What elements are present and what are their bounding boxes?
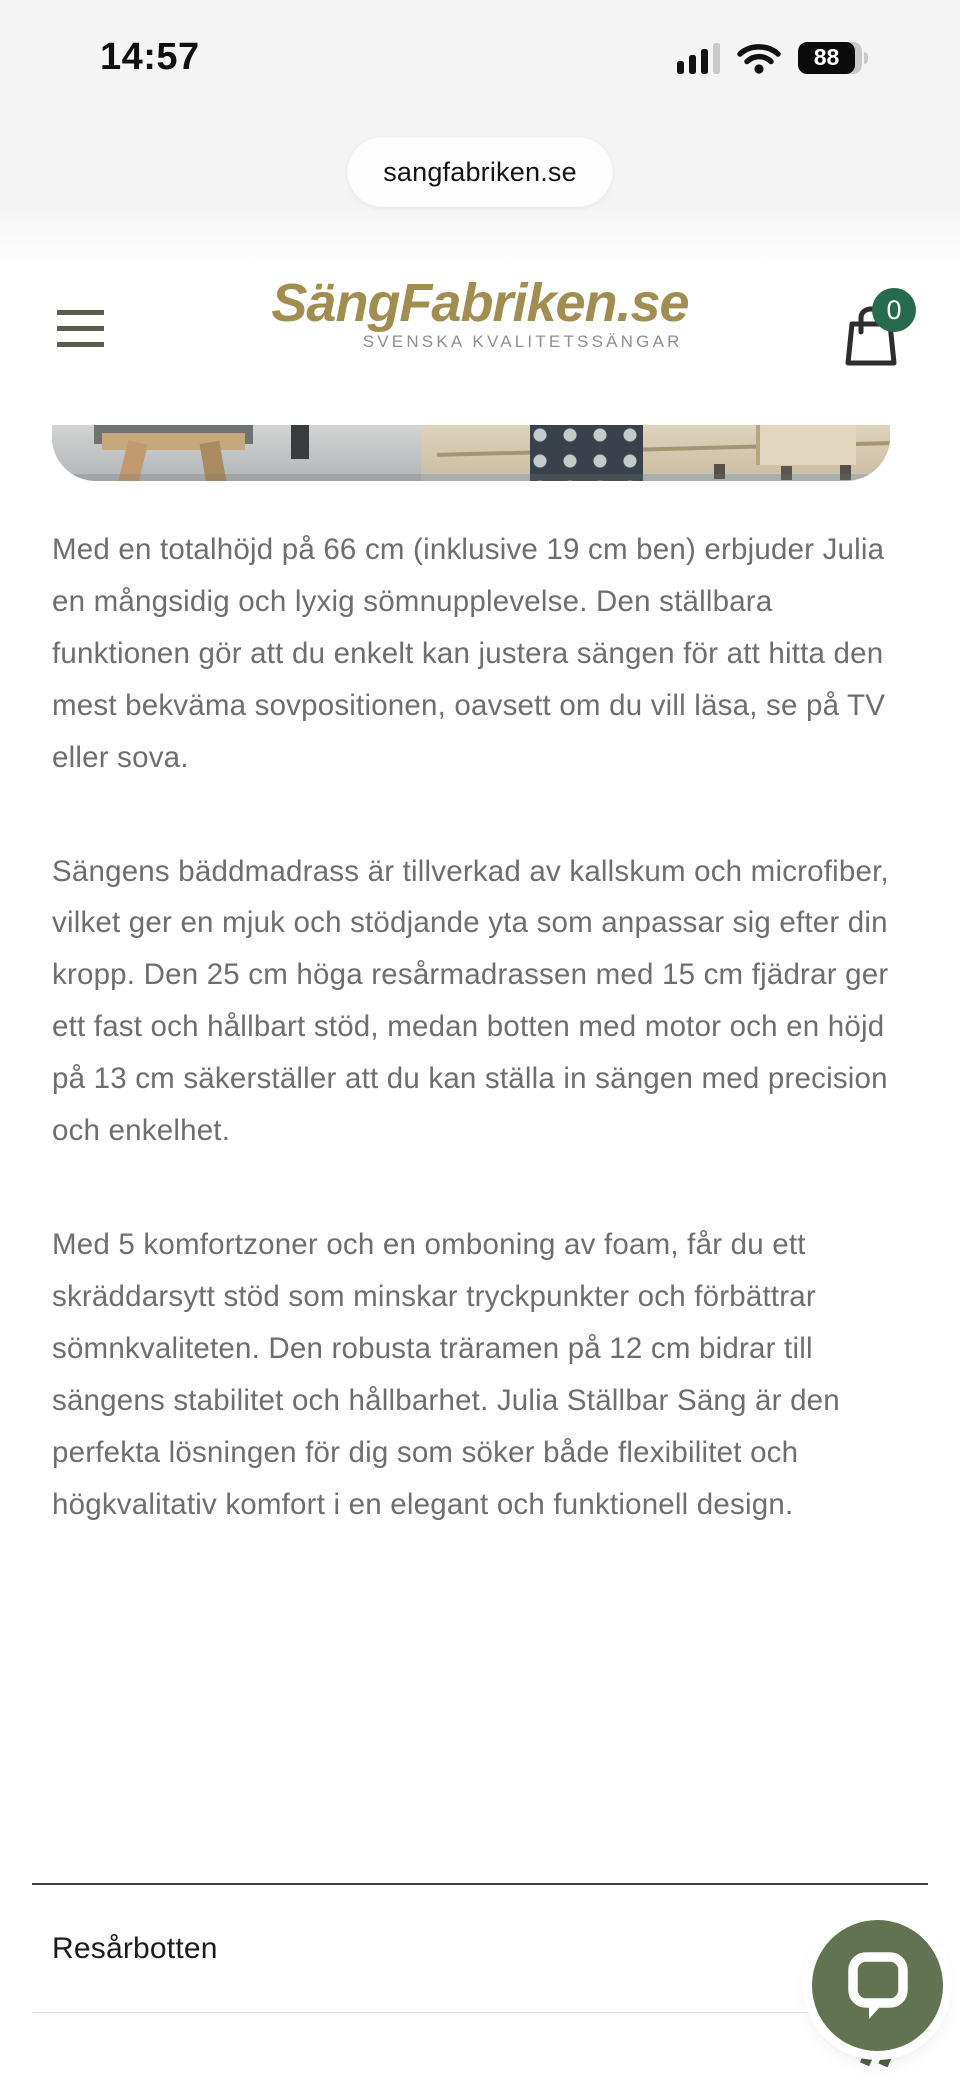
product-description-paragraph: Med 5 komfortzoner och en omboning av foam, får du ett skräddarsytt stöd som minskar tryckpunkter och förbättrar sömnkvaliteten. Den robusta träramen på 12 cm bidrar till sängens stabilitet och hållbarhet. Julia Ställbar Säng är den perfekta lösningen för dig som söker både flexibilitet och högkvalitativ komfort i en elegant och funktionell design. [52, 1227, 840, 1521]
product-description-paragraph: Sängens bäddmadrass är tillverkad av kallskum och microfiber, vilket ger en mjuk och stödjande yta som anpassar sig efter din kropp. Den 25 cm höga resårmadrassen med 15 cm fjädrar ger ett fast och hållbart stöd, medan botten med motor och en höjd på 13 cm säkerställer att du kan ställa in sängen med precision och enkelhet. [52, 854, 889, 1148]
site-logo[interactable] [271, 272, 688, 352]
chat-bubble-icon [845, 1951, 911, 2021]
url-bar[interactable]: sangfabriken.se [347, 137, 613, 207]
battery-percent: 88 [798, 42, 855, 74]
cart-count-badge: 0 [872, 288, 916, 332]
logo-text: SängFabriken.se [271, 273, 689, 333]
status-icons [677, 41, 868, 74]
browser-chrome-top [0, 0, 960, 270]
cellular-signal-icon [677, 42, 720, 74]
clock: 14:57 [100, 35, 200, 78]
chat-widget-decor [878, 2050, 893, 2068]
logo-tagline: SVENSKA KVALITETSSÄNGAR [362, 332, 683, 351]
battery-icon [798, 42, 868, 74]
chat-widget-button[interactable] [812, 1920, 943, 2051]
status-bar [0, 26, 960, 88]
divider [32, 2012, 928, 2013]
product-description-paragraph: Med en totalhöjd på 66 cm (inklusive 19 cm ben) erbjuder Julia en mångsidig och lyxig sömnupplevelse. Den ställbara funktionen gör att du enkelt kan justera sängen för att hitta den mest bekväma sovpositionen, oavsett om du vill läsa, se på TV eller sova. [52, 533, 886, 774]
spec-accordion [32, 1883, 928, 2013]
hamburger-menu-button[interactable] [57, 310, 104, 347]
accordion-resarbotten[interactable] [32, 1885, 928, 2012]
product-description [52, 524, 910, 1592]
cart-button[interactable] [842, 292, 914, 372]
product-image [52, 425, 890, 481]
hamburger-menu-icon [57, 310, 104, 315]
accordion-label: Resårbotten [52, 1931, 218, 1965]
wifi-icon [737, 41, 781, 74]
blanket-decor [530, 425, 643, 481]
chair-decor [102, 433, 244, 450]
site-header [0, 270, 960, 425]
